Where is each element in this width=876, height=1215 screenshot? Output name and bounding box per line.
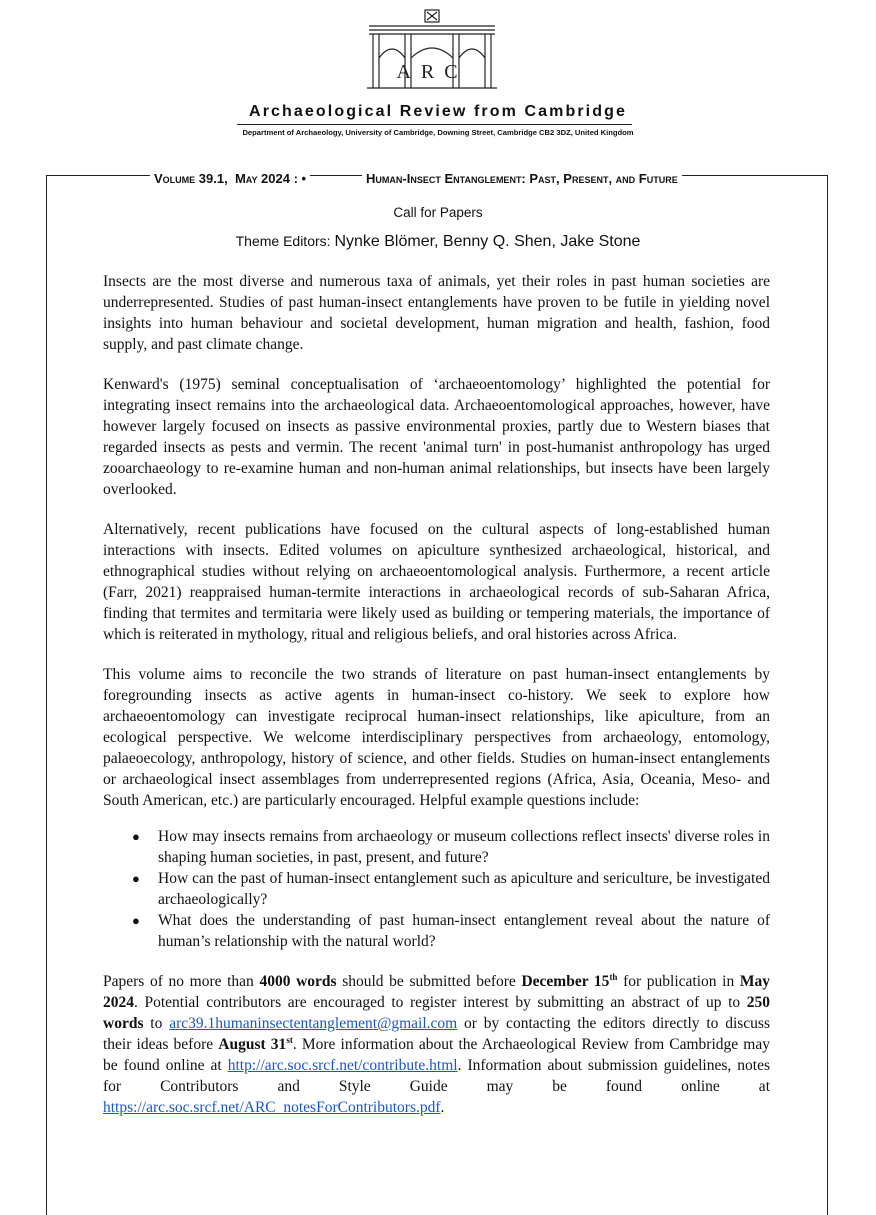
- issue-line: [0, 171, 876, 191]
- paragraph-submission: Papers of no more than 4000 words should be submitted before December 15th for publication in May 2024. Potential contributors are encouraged to register interest by submitting an abstract of up to 250 words to arc39.1humaninsectentanglement@gmail.com or by contacting the editors directly to discuss their ideas before August 31st. More information about the Archaeological Review from Cambridge may be found online at http://arc.soc.srcf.net/contribute.html. Information about submission guidelines, notes for Contributors and Style Guide may be found online at https://arc.soc.srcf.net/ARC_notesForContributors.pdf.: [103, 971, 770, 1116]
- bullet-icon: ●: [132, 913, 140, 928]
- journal-title: Archaeological Review from Cambridge: [249, 103, 627, 120]
- call-for-papers: Call for Papers: [393, 205, 483, 220]
- guidelines-link[interactable]: https://arc.soc.srcf.net/ARC_notesForContributors.pdf: [103, 1099, 441, 1116]
- list-item: ● How may insects remains from archaeology or museum collections reflect insects' diverse roles in shaping human societies, in past, present, and future?: [132, 828, 770, 866]
- theme-editors: [0, 233, 876, 251]
- contribute-link[interactable]: http://arc.soc.srcf.net/contribute.html: [227, 1057, 458, 1074]
- arc-logo: [365, 8, 499, 90]
- journal-header: [0, 0, 876, 170]
- deadline: December 15th: [521, 971, 618, 990]
- editors-names: Nynke Blömer, Benny Q. Shen, Jake Stone: [334, 233, 641, 250]
- publication-date: May 2024: [103, 973, 770, 1011]
- paragraph-archaeoentomology: Kenward's (1975) seminal conceptualisation of ‘archaeoentomology’ highlighted the potential for integrating insect remains into the archaeological data. Archaeoentomological approaches, however, have however largely focused on insects as passive environmental proxies, partly due to Western biases that regarded insects as pests and vermin. The recent 'animal turn' in post-humanist anthropology has urged zooarchaeology to re-examine human and non-human animal relationships, but insects have been largely overlooked.: [103, 376, 770, 498]
- theme-title: Human-Insect Entanglement: Past, Present, and Future: [362, 171, 682, 186]
- volume-info: [150, 171, 310, 186]
- example-questions: [103, 826, 770, 952]
- volume-number: Volume 39.1,: [154, 171, 228, 186]
- list-item: ● What does the understanding of past human-insect entanglement reveal about the nature of human’s relationship with the natural world?: [132, 912, 770, 950]
- email-link[interactable]: arc39.1humaninsectentanglement@gmail.com: [169, 1015, 458, 1032]
- department-address: Department of Archaeology, University of Cambridge, Downing Street, Cambridge CB2 3DZ, United Kingdom: [242, 128, 634, 137]
- editors-label: Theme Editors:: [235, 233, 335, 249]
- body-text: [103, 271, 770, 1137]
- paragraph-cultural: Alternatively, recent publications have focused on the cultural aspects of long-established human interactions with insects. Edited volumes on apiculture synthesized archaeological, historical, and ethnographical studies without relying on archaeoentomological analysis. Furthermore, a recent article (Farr, 2021) reappraised human-termite interactions in archaeological records of sub-Saharan Africa, finding that termites and termitaria were likely used as building or tempering materials, the importance of which is reiterated in mythology, ritual and religious beliefs, and oral histories across Africa.: [103, 521, 770, 643]
- header-rule: [237, 124, 632, 125]
- abstract-limit: 250 words: [103, 994, 770, 1032]
- paragraph-intro: Insects are the most diverse and numerous taxa of animals, yet their roles in past human societies are underrepresented. Studies of past human-insect entanglements have proven to be futile in yielding novel insights into human behaviour and societal development, human migration and health, fashion, food supply, and past climate change.: [103, 273, 770, 353]
- word-limit: 4000 words: [259, 973, 337, 990]
- paragraph-aims: This volume aims to reconcile the two strands of literature on past human-insect entanglements by foregrounding insects as active agents in human-insect co-history. We seek to explore how archaeoentomology can investigate reciprocal human-insect relationships, like apiculture, from an ecological perspective. We welcome interdisciplinary perspectives from archaeology, entomology, palaeoecology, anthropology, history of science, and other fields. Studies on human-insect entanglements or archaeological insect assemblages from underrepresented regions (Africa, Asia, Oceania, Meso- and South American, etc.) are particularly encouraged. Helpful example questions include:: [103, 666, 770, 809]
- abstract-deadline: August 31st: [218, 1034, 293, 1053]
- bullet-icon: ●: [132, 871, 140, 886]
- issue-date: May 2024 : •: [234, 171, 307, 186]
- bullet-icon: ●: [132, 829, 140, 844]
- list-item: ● How can the past of human-insect entanglement such as apiculture and sericulture, be investigated archaeologically?: [132, 870, 770, 908]
- logo-text: ARC: [396, 61, 468, 83]
